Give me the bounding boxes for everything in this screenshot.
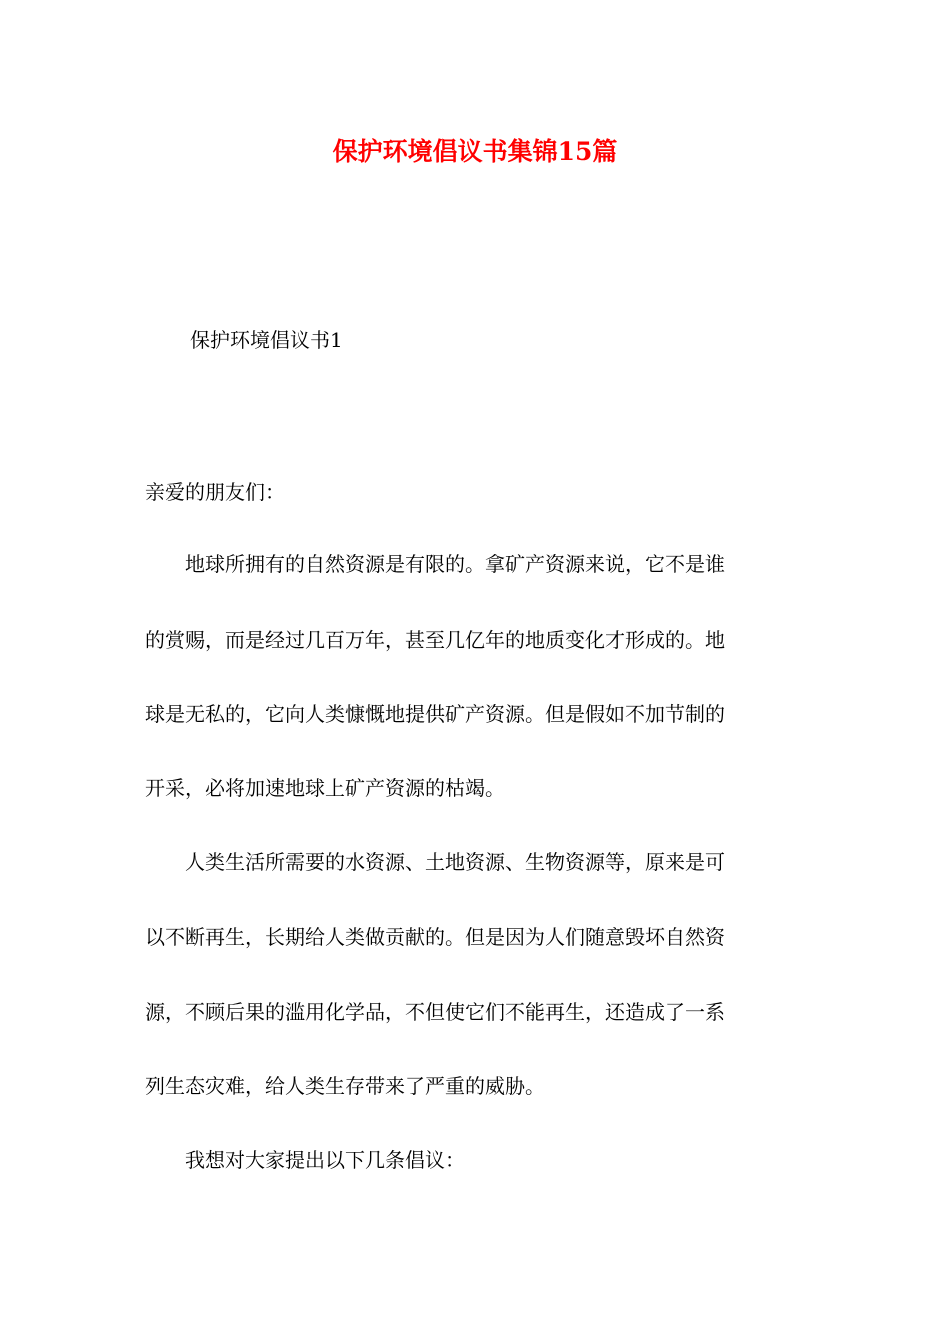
paragraph-line: 的赏赐，而是经过几百万年，甚至几亿年的地质变化才形成的。地 [145, 628, 725, 652]
salutation: 亲爱的朋友们： [145, 480, 285, 504]
paragraph-line: 人类生活所需要的水资源、土地资源、生物资源等，原来是可 [145, 850, 725, 874]
paragraph-line: 列生态灾难，给人类生存带来了严重的威胁。 [145, 1074, 545, 1098]
paragraph-line: 以不断再生，长期给人类做贡献的。但是因为人们随意毁坏自然资 [145, 925, 725, 949]
paragraph-line: 我想对大家提出以下几条倡议： [145, 1148, 465, 1172]
paragraph-line: 球是无私的，它向人类慷慨地提供矿产资源。但是假如不加节制的 [145, 702, 725, 726]
document-title: 保护环境倡议书集锦15篇 [332, 137, 618, 166]
paragraph-line: 地球所拥有的自然资源是有限的。拿矿产资源来说，它不是谁 [145, 552, 725, 576]
paragraph-line: 源，不顾后果的滥用化学品，不但使它们不能再生，还造成了一系 [145, 1000, 725, 1024]
section-heading: 保护环境倡议书1 [190, 328, 343, 352]
paragraph-line: 开采，必将加速地球上矿产资源的枯竭。 [145, 776, 505, 800]
